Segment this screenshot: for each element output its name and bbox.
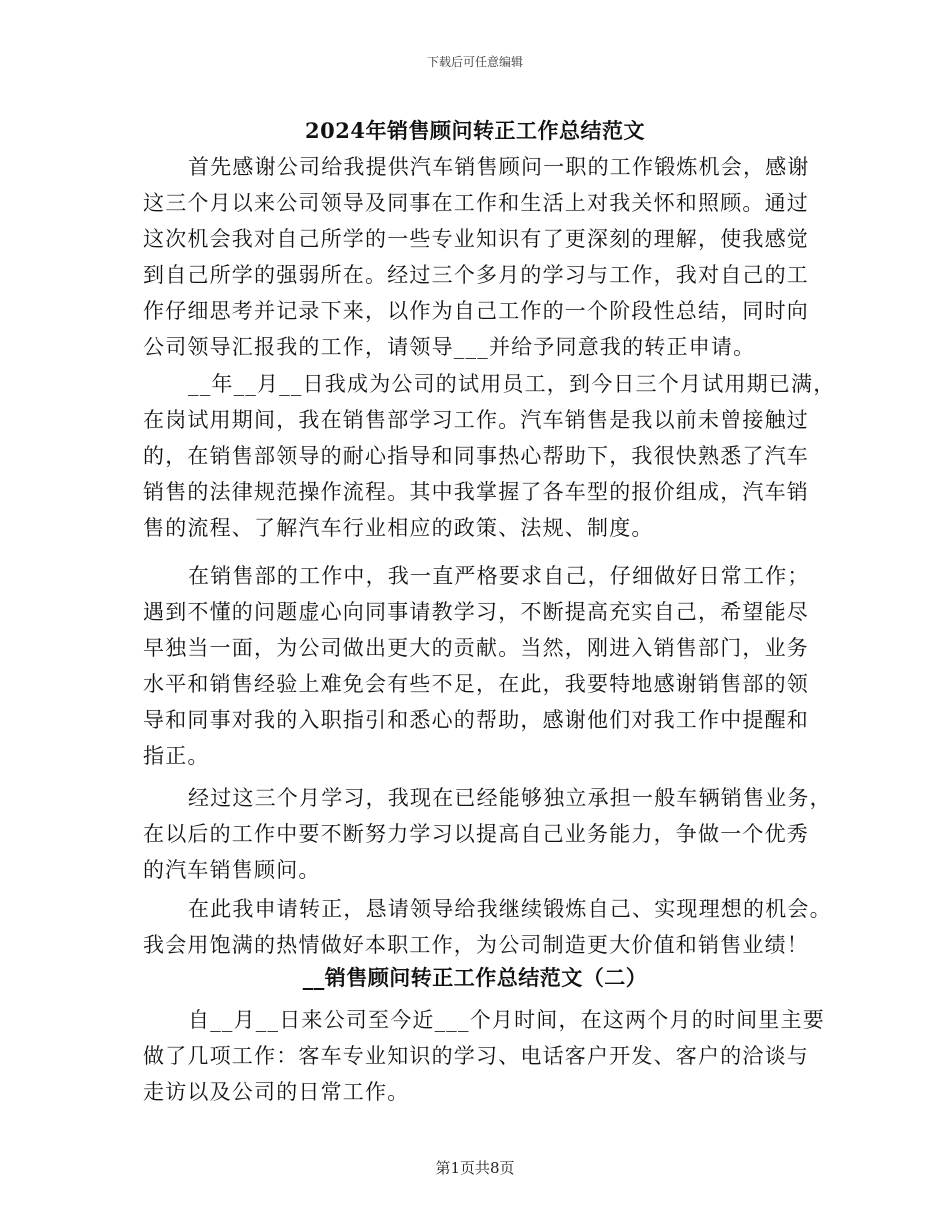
paragraph-line: 水平和销售经验上难免会有些不足，在此，我要特地感谢销售部的领 — [143, 672, 809, 696]
paragraph-line: 作仔细思考并记录下来，以作为自己工作的一个阶段性总结，同时向 — [143, 299, 809, 323]
paragraph-line: 做了几项工作：客车专业知识的学习、电话客户开发、客户的洽谈与 — [143, 1044, 809, 1068]
paragraph-line: 在以后的工作中要不断努力学习以提高自己业务能力，争做一个优秀 — [143, 822, 809, 846]
page-footer: 第1页共8页 — [435, 1159, 515, 1177]
header-note: 下载后可任意编辑 — [426, 55, 523, 69]
paragraph-line: 在岗试用期间，我在销售部学习工作。汽车销售是我以前未曾接触过 — [143, 408, 809, 432]
paragraph-line: 导和同事对我的入职指引和悉心的帮助，感谢他们对我工作中提醒和 — [143, 708, 809, 732]
paragraph-line: 经过这三个月学习，我现在已经能够独立承担一般车辆销售业务， — [188, 786, 832, 810]
paragraph-line: 销售的法律规范操作流程。其中我掌握了各车型的报价组成，汽车销 — [143, 480, 809, 504]
paragraph-line: 我会用饱满的热情做好本职工作，为公司制造更大价值和销售业绩！ — [143, 933, 809, 957]
paragraph-line: 自__月__日来公司至今近___个月时间，在这两个月的时间里主要 — [188, 1008, 825, 1032]
paragraph-line: 指正。 — [143, 744, 210, 768]
paragraph-line: 到自己所学的强弱所在。经过三个多月的学习与工作，我对自己的工 — [143, 263, 809, 287]
paragraph-line: __年__月__日我成为公司的试用员工，到今日三个月试用期已满， — [188, 372, 836, 396]
document-title: 2024年销售顾问转正工作总结范文 — [305, 118, 645, 143]
paragraph-line: 的汽车销售顾问。 — [143, 858, 321, 882]
paragraph-line: 在销售部的工作中，我一直严格要求自己，仔细做好日常工作； — [188, 564, 810, 588]
paragraph-line: 公司领导汇报我的工作，请领导___并给予同意我的转正申请。 — [143, 335, 756, 359]
paragraph-line: 这三个月以来公司领导及同事在工作和生活上对我关怀和照顾。通过 — [143, 191, 809, 215]
paragraph-line: 在此我申请转正，恳请领导给我继续锻炼自己、实现理想的机会。 — [188, 897, 832, 921]
paragraph-line: 的，在销售部领导的耐心指导和同事热心帮助下，我很快熟悉了汽车 — [143, 444, 809, 468]
section-subtitle: __销售顾问转正工作总结范文（二） — [302, 965, 648, 990]
paragraph-line: 走访以及公司的日常工作。 — [143, 1080, 410, 1104]
paragraph-line: 遇到不懂的问题虚心向同事请教学习，不断提高充实自己，希望能尽 — [143, 600, 809, 624]
paragraph-line: 售的流程、了解汽车行业相应的政策、法规、制度。 — [143, 516, 654, 540]
paragraph-line: 早独当一面，为公司做出更大的贡献。当然，刚进入销售部门，业务 — [143, 636, 809, 660]
paragraph-line: 这次机会我对自己所学的一些专业知识有了更深刻的理解，使我感觉 — [143, 227, 809, 251]
paragraph-line: 首先感谢公司给我提供汽车销售顾问一职的工作锻炼机会，感谢 — [188, 155, 810, 179]
